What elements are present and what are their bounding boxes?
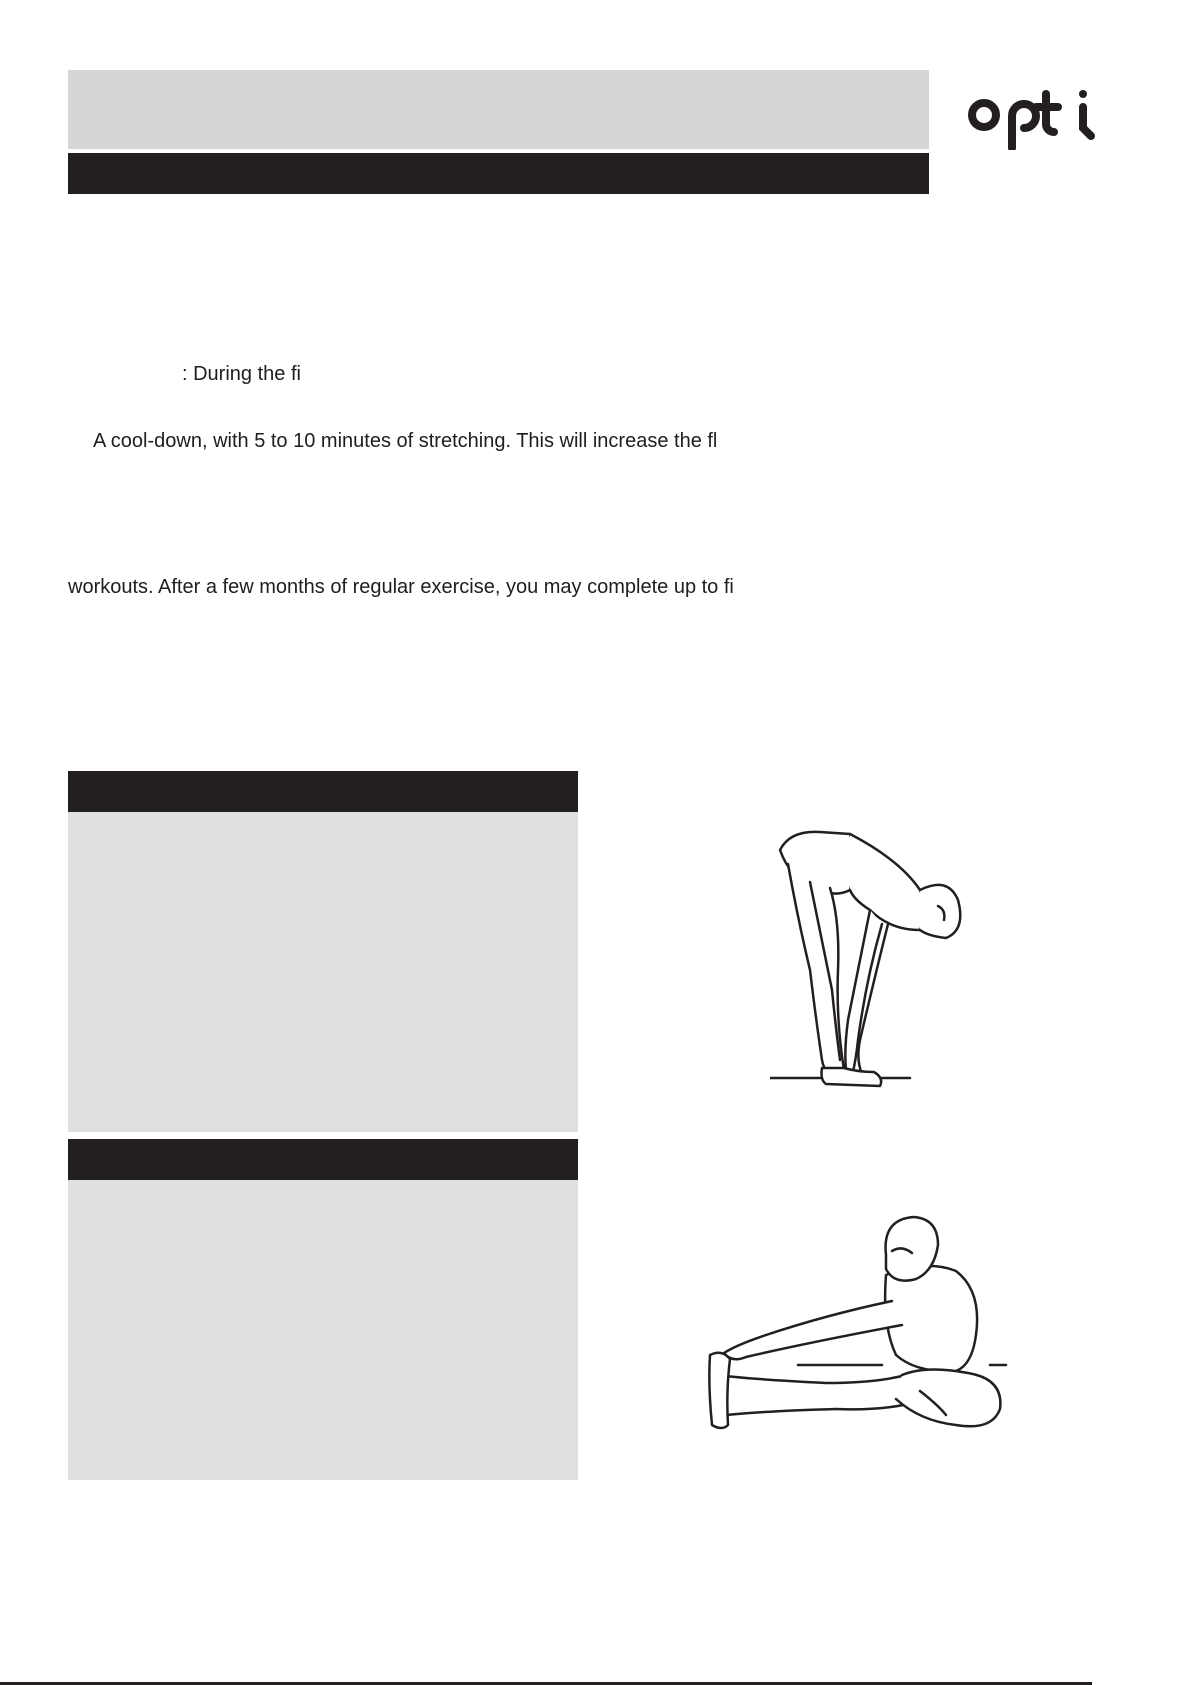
stretch-panel-2-body <box>68 1180 578 1480</box>
stretch-panel-1-heading <box>68 771 578 812</box>
intro-line-1: : During the fi <box>182 363 301 385</box>
seated-hamstring-stretch-illustration <box>706 1215 1011 1440</box>
intro-line-2: A cool-down, with 5 to 10 minutes of stretching. This will increase the fl <box>93 430 718 452</box>
stretch-panel-2-heading <box>68 1139 578 1180</box>
section-title-bar <box>68 153 929 194</box>
toe-touch-stretch-illustration <box>770 820 1020 1105</box>
stretch-panel-1-body <box>68 812 578 1132</box>
page-title-band <box>68 70 929 149</box>
intro-line-3: workouts. After a few months of regular exercise, you may complete up to fi <box>68 576 734 598</box>
opti-logo <box>960 80 1105 150</box>
